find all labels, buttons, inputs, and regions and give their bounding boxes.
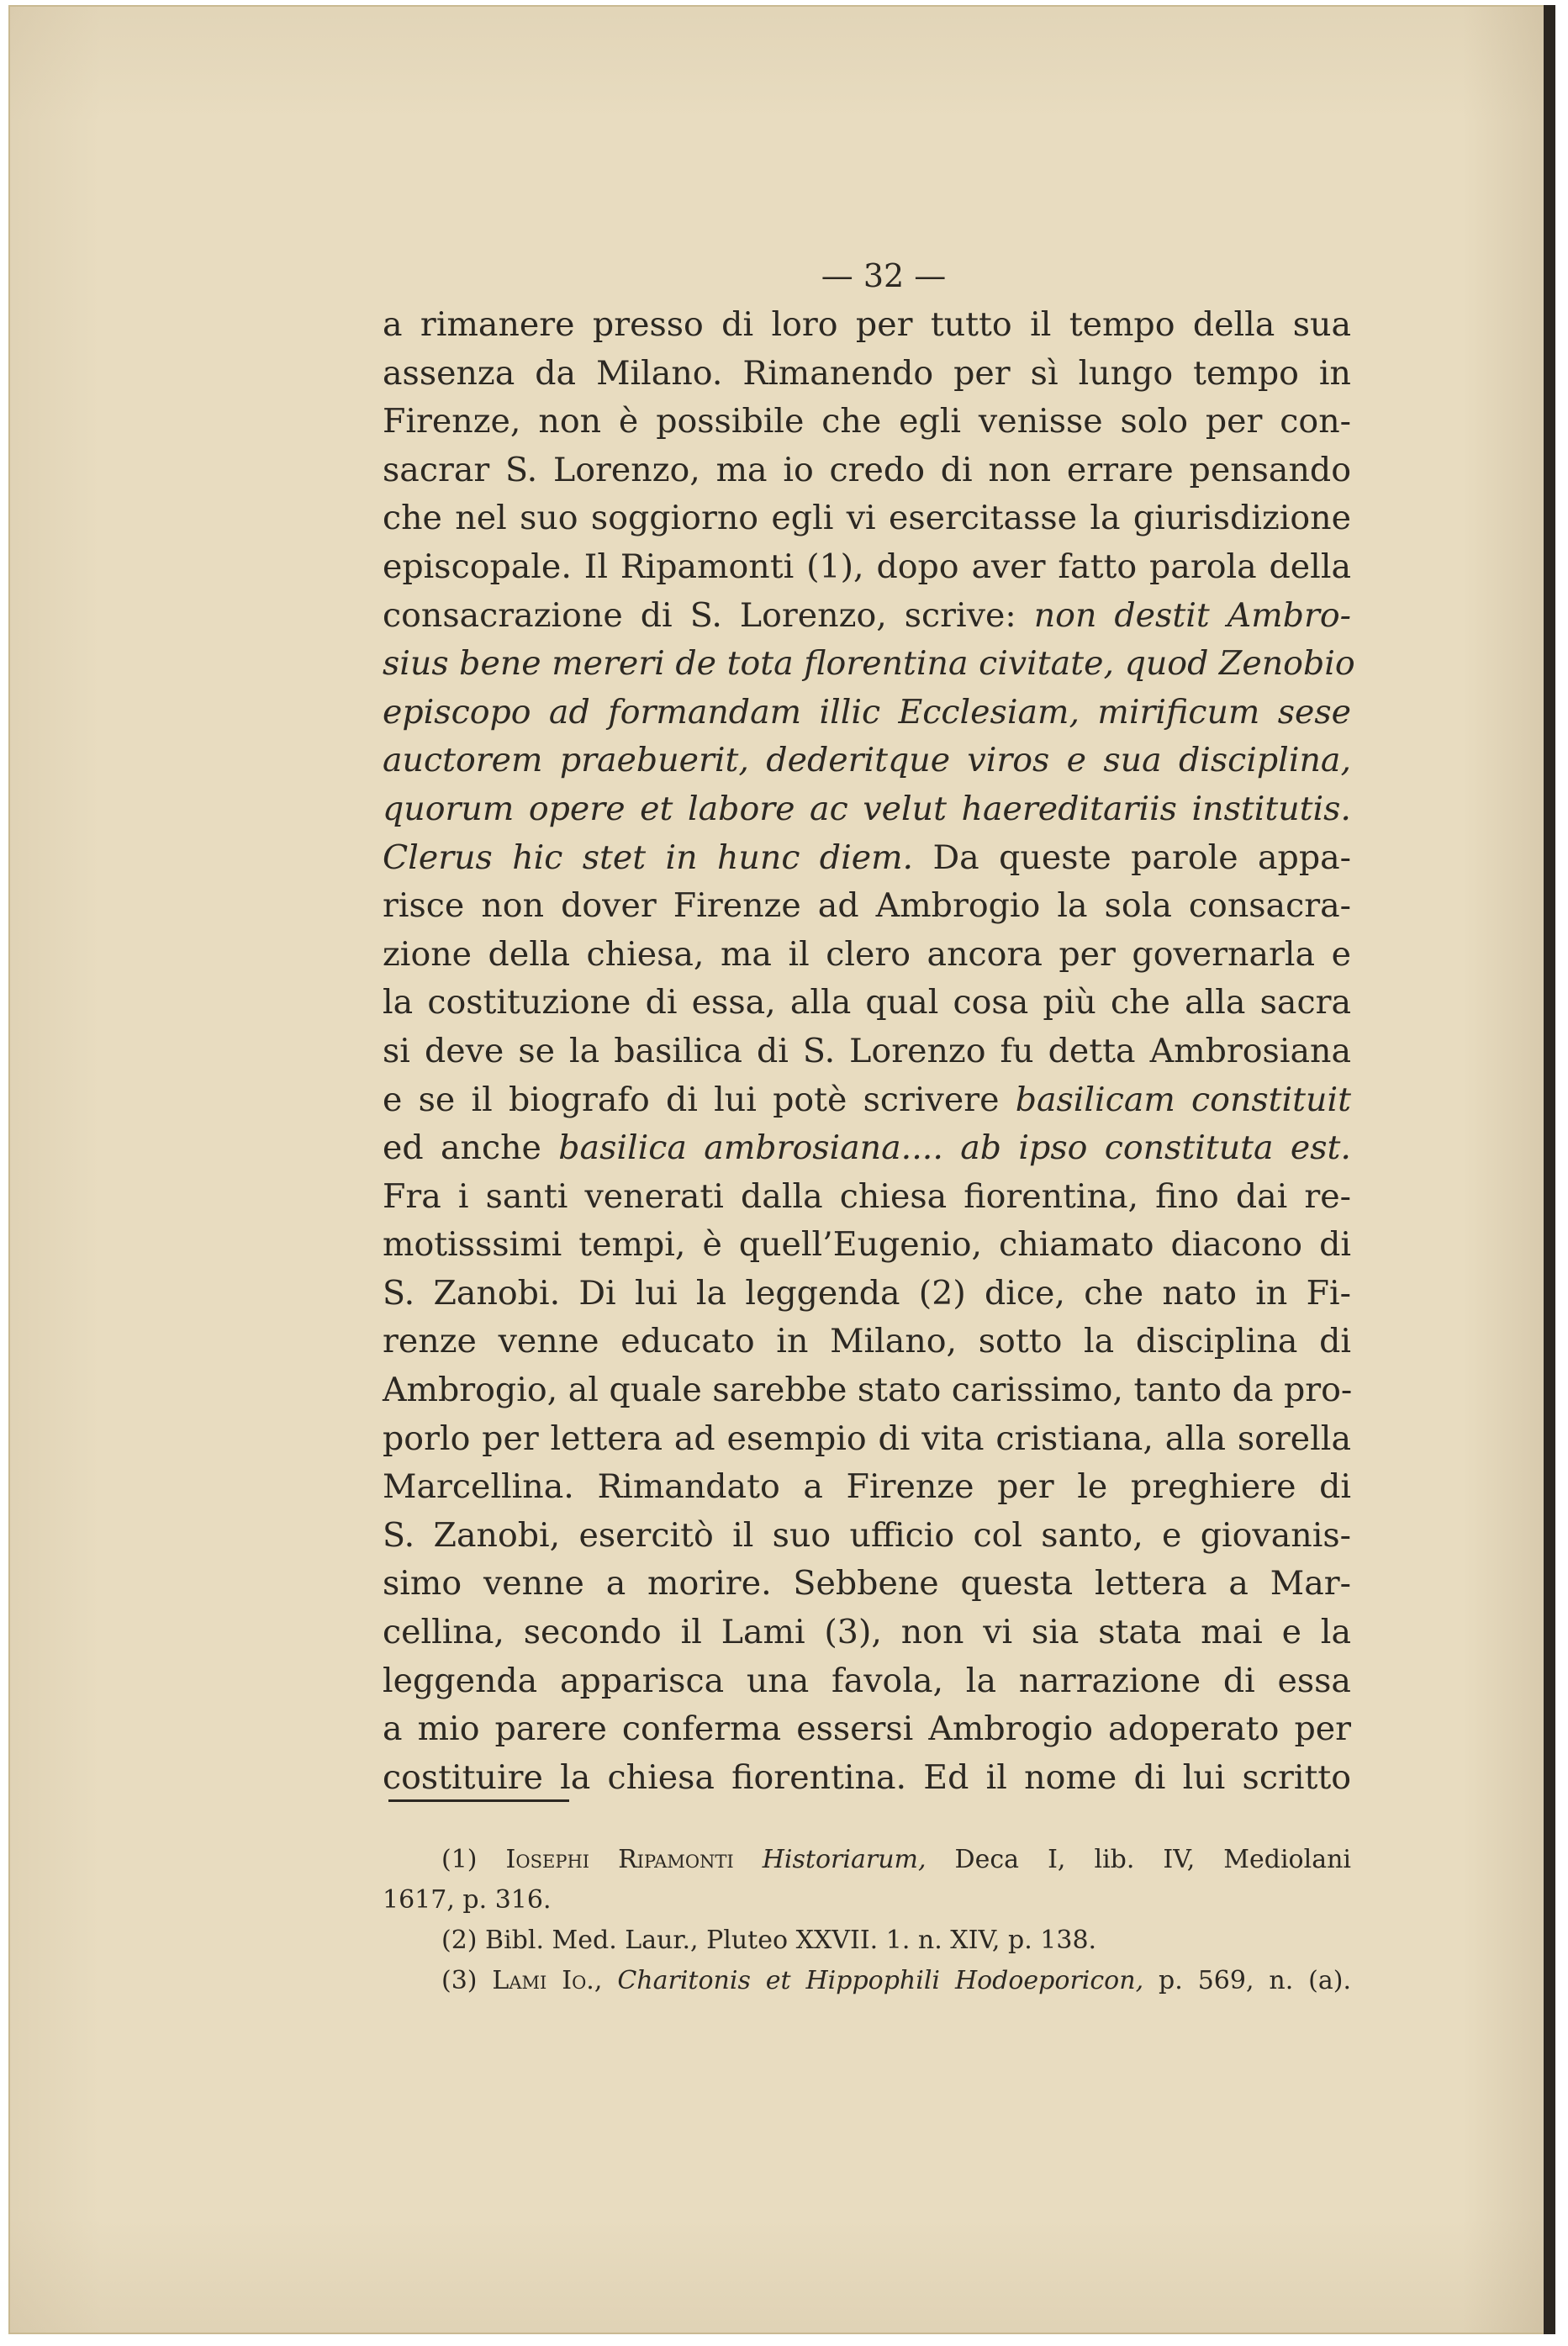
footnote-line bbox=[383, 1880, 1351, 1921]
text-line bbox=[383, 1028, 1351, 1076]
footnote-line bbox=[383, 1921, 1351, 1961]
text-line bbox=[383, 1705, 1351, 1754]
footnote-text: (1) bbox=[441, 1845, 506, 1874]
italic-latin-text: auctorem praebuerit, dederitque viros e sua disciplina, bbox=[383, 741, 1351, 780]
text-span: Ambrogio, al quale sarebbe stato carissimo, tanto da pro- bbox=[383, 1371, 1353, 1410]
text-line bbox=[383, 1560, 1351, 1609]
text-line bbox=[383, 785, 1351, 834]
text-line bbox=[383, 882, 1351, 931]
text-line bbox=[383, 1076, 1351, 1125]
italic-latin-text: sius bene mereri de tota florentina civitate, quod Zenobio bbox=[383, 644, 1355, 684]
footnote-author: Lami Io. bbox=[492, 1966, 594, 1995]
text-span: renze venne educato in Milano, sotto la disciplina di bbox=[383, 1322, 1351, 1361]
footnote-text: 1617, p. 316. bbox=[383, 1885, 552, 1915]
text-span: porlo per lettera ad esempio di vita cristiana, alla sorella bbox=[383, 1419, 1351, 1458]
page-number: — 32 — bbox=[821, 257, 947, 294]
text-line bbox=[383, 1657, 1351, 1706]
text-line bbox=[383, 446, 1351, 495]
text-span: S. Zanobi, esercitò il suo ufficio col santo, e giovanis- bbox=[383, 1515, 1351, 1555]
text-line bbox=[383, 1318, 1351, 1366]
footnote-line bbox=[383, 1840, 1351, 1880]
text-span: la costituzione di essa, alla qual cosa più che alla sacra bbox=[383, 983, 1351, 1022]
text-line bbox=[383, 1415, 1351, 1464]
text-line bbox=[383, 1173, 1351, 1222]
text-line bbox=[383, 1512, 1351, 1561]
text-span: consacrazione di S. Lorenzo, scrive: bbox=[383, 595, 1034, 635]
text-span: zione della chiesa, ma il clero ancora per governarla e bbox=[383, 934, 1351, 974]
footnote-text bbox=[734, 1845, 763, 1874]
text-line bbox=[383, 1270, 1351, 1318]
italic-latin-text: Clerus hic stet in hunc diem. bbox=[383, 837, 914, 877]
text-span: ed anche bbox=[383, 1128, 559, 1168]
text-line bbox=[383, 1463, 1351, 1512]
footnote-text: p. 569, n. (a). bbox=[1143, 1966, 1352, 1995]
text-line bbox=[383, 1124, 1351, 1173]
text-span: a mio parere conferma essersi Ambrogio adoperato per bbox=[383, 1709, 1351, 1749]
text-span: e se il biografo di lui potè scrivere bbox=[383, 1080, 1016, 1119]
italic-latin-text: episcopo ad formandam illic Ecclesiam, mirificum sese bbox=[383, 692, 1351, 732]
footnote-line bbox=[383, 1961, 1351, 2001]
text-line bbox=[383, 592, 1351, 641]
text-span: sacrar S. Lorenzo, ma io credo di non errare pensando bbox=[383, 450, 1351, 489]
text-line bbox=[383, 834, 1351, 883]
text-span: Marcellina. Rimandato a Firenze per le preghiere di bbox=[383, 1467, 1351, 1507]
text-span: episcopale. Il Ripamonti (1), dopo aver fatto parola della bbox=[383, 547, 1351, 586]
italic-latin-text: quorum opere et labore ac velut haereditariis institutis. bbox=[383, 789, 1351, 828]
text-line bbox=[383, 1221, 1351, 1270]
main-text-block bbox=[383, 252, 1355, 1802]
footnote-text: , bbox=[594, 1966, 618, 1995]
text-span: assenza da Milano. Rimanendo per sì lungo tempo in bbox=[383, 353, 1351, 393]
footnote-text: Deca I, lib. IV, Mediolani bbox=[926, 1845, 1351, 1874]
text-span: simo venne a morire. Sebbene questa lettera a Mar- bbox=[383, 1564, 1351, 1604]
text-line bbox=[383, 737, 1351, 785]
text-span: Fra i santi venerati dalla chiesa fiorentina, fino dai re- bbox=[383, 1176, 1351, 1216]
text-line bbox=[383, 350, 1351, 399]
text-line bbox=[383, 1754, 1351, 1803]
footnote-separator bbox=[388, 1799, 569, 1802]
italic-latin-text: basilicam constituit bbox=[1015, 1080, 1351, 1119]
text-span: si deve se la basilica di S. Lorenzo fu detta Ambrosiana bbox=[383, 1031, 1351, 1070]
italic-latin-text: non destit Ambro- bbox=[1033, 595, 1351, 635]
footnotes bbox=[383, 1840, 1351, 2001]
footnote-text: (2) Bibl. Med. Laur., Pluteo XXVII. 1. n. XIV, p. 138. bbox=[441, 1926, 1097, 1955]
footnote-text: (3) bbox=[441, 1966, 493, 1995]
text-line bbox=[383, 689, 1351, 737]
text-line bbox=[383, 931, 1351, 980]
footnote-author: Iosephi Ripamonti bbox=[505, 1845, 734, 1874]
text-line bbox=[383, 398, 1351, 446]
italic-latin-text: basilica ambrosiana.... ab ipso constituta est. bbox=[558, 1128, 1351, 1168]
text-span: Firenze, non è possibile che egli venisse solo per con- bbox=[383, 402, 1351, 441]
text-line bbox=[383, 640, 1355, 689]
text-line bbox=[383, 1366, 1351, 1415]
footnote-title: Historiarum, bbox=[762, 1845, 927, 1874]
text-span: cellina, secondo il Lami (3), non vi sia stata mai e la bbox=[383, 1613, 1351, 1652]
text-span: risce non dover Firenze ad Ambrogio la sola consacra- bbox=[383, 886, 1351, 926]
text-span: che nel suo soggiorno egli vi esercitasse la giurisdizione bbox=[383, 499, 1351, 538]
text-span: costituire la chiesa fiorentina. Ed il nome di lui scritto bbox=[383, 1757, 1351, 1797]
text-span: Da queste parole appa- bbox=[913, 837, 1351, 877]
text-span: S. Zanobi. Di lui la leggenda (2) dice, che nato in Fi- bbox=[383, 1273, 1351, 1313]
page-edge-shadow bbox=[1544, 5, 1555, 2334]
text-span: a rimanere presso di loro per tutto il tempo della sua bbox=[383, 305, 1351, 344]
text-line bbox=[383, 494, 1351, 543]
text-span: motisssimi tempi, è quell’Eugenio, chiamato diacono di bbox=[383, 1225, 1351, 1265]
text-line bbox=[383, 301, 1351, 350]
footnote-title: Charitonis et Hippophili Hodoeporicon, bbox=[617, 1966, 1144, 1995]
text-line bbox=[383, 979, 1351, 1028]
text-line bbox=[383, 543, 1351, 592]
text-span: leggenda apparisca una favola, la narrazione di essa bbox=[383, 1661, 1351, 1700]
body-paragraph bbox=[383, 301, 1355, 1802]
text-line bbox=[383, 1609, 1351, 1657]
